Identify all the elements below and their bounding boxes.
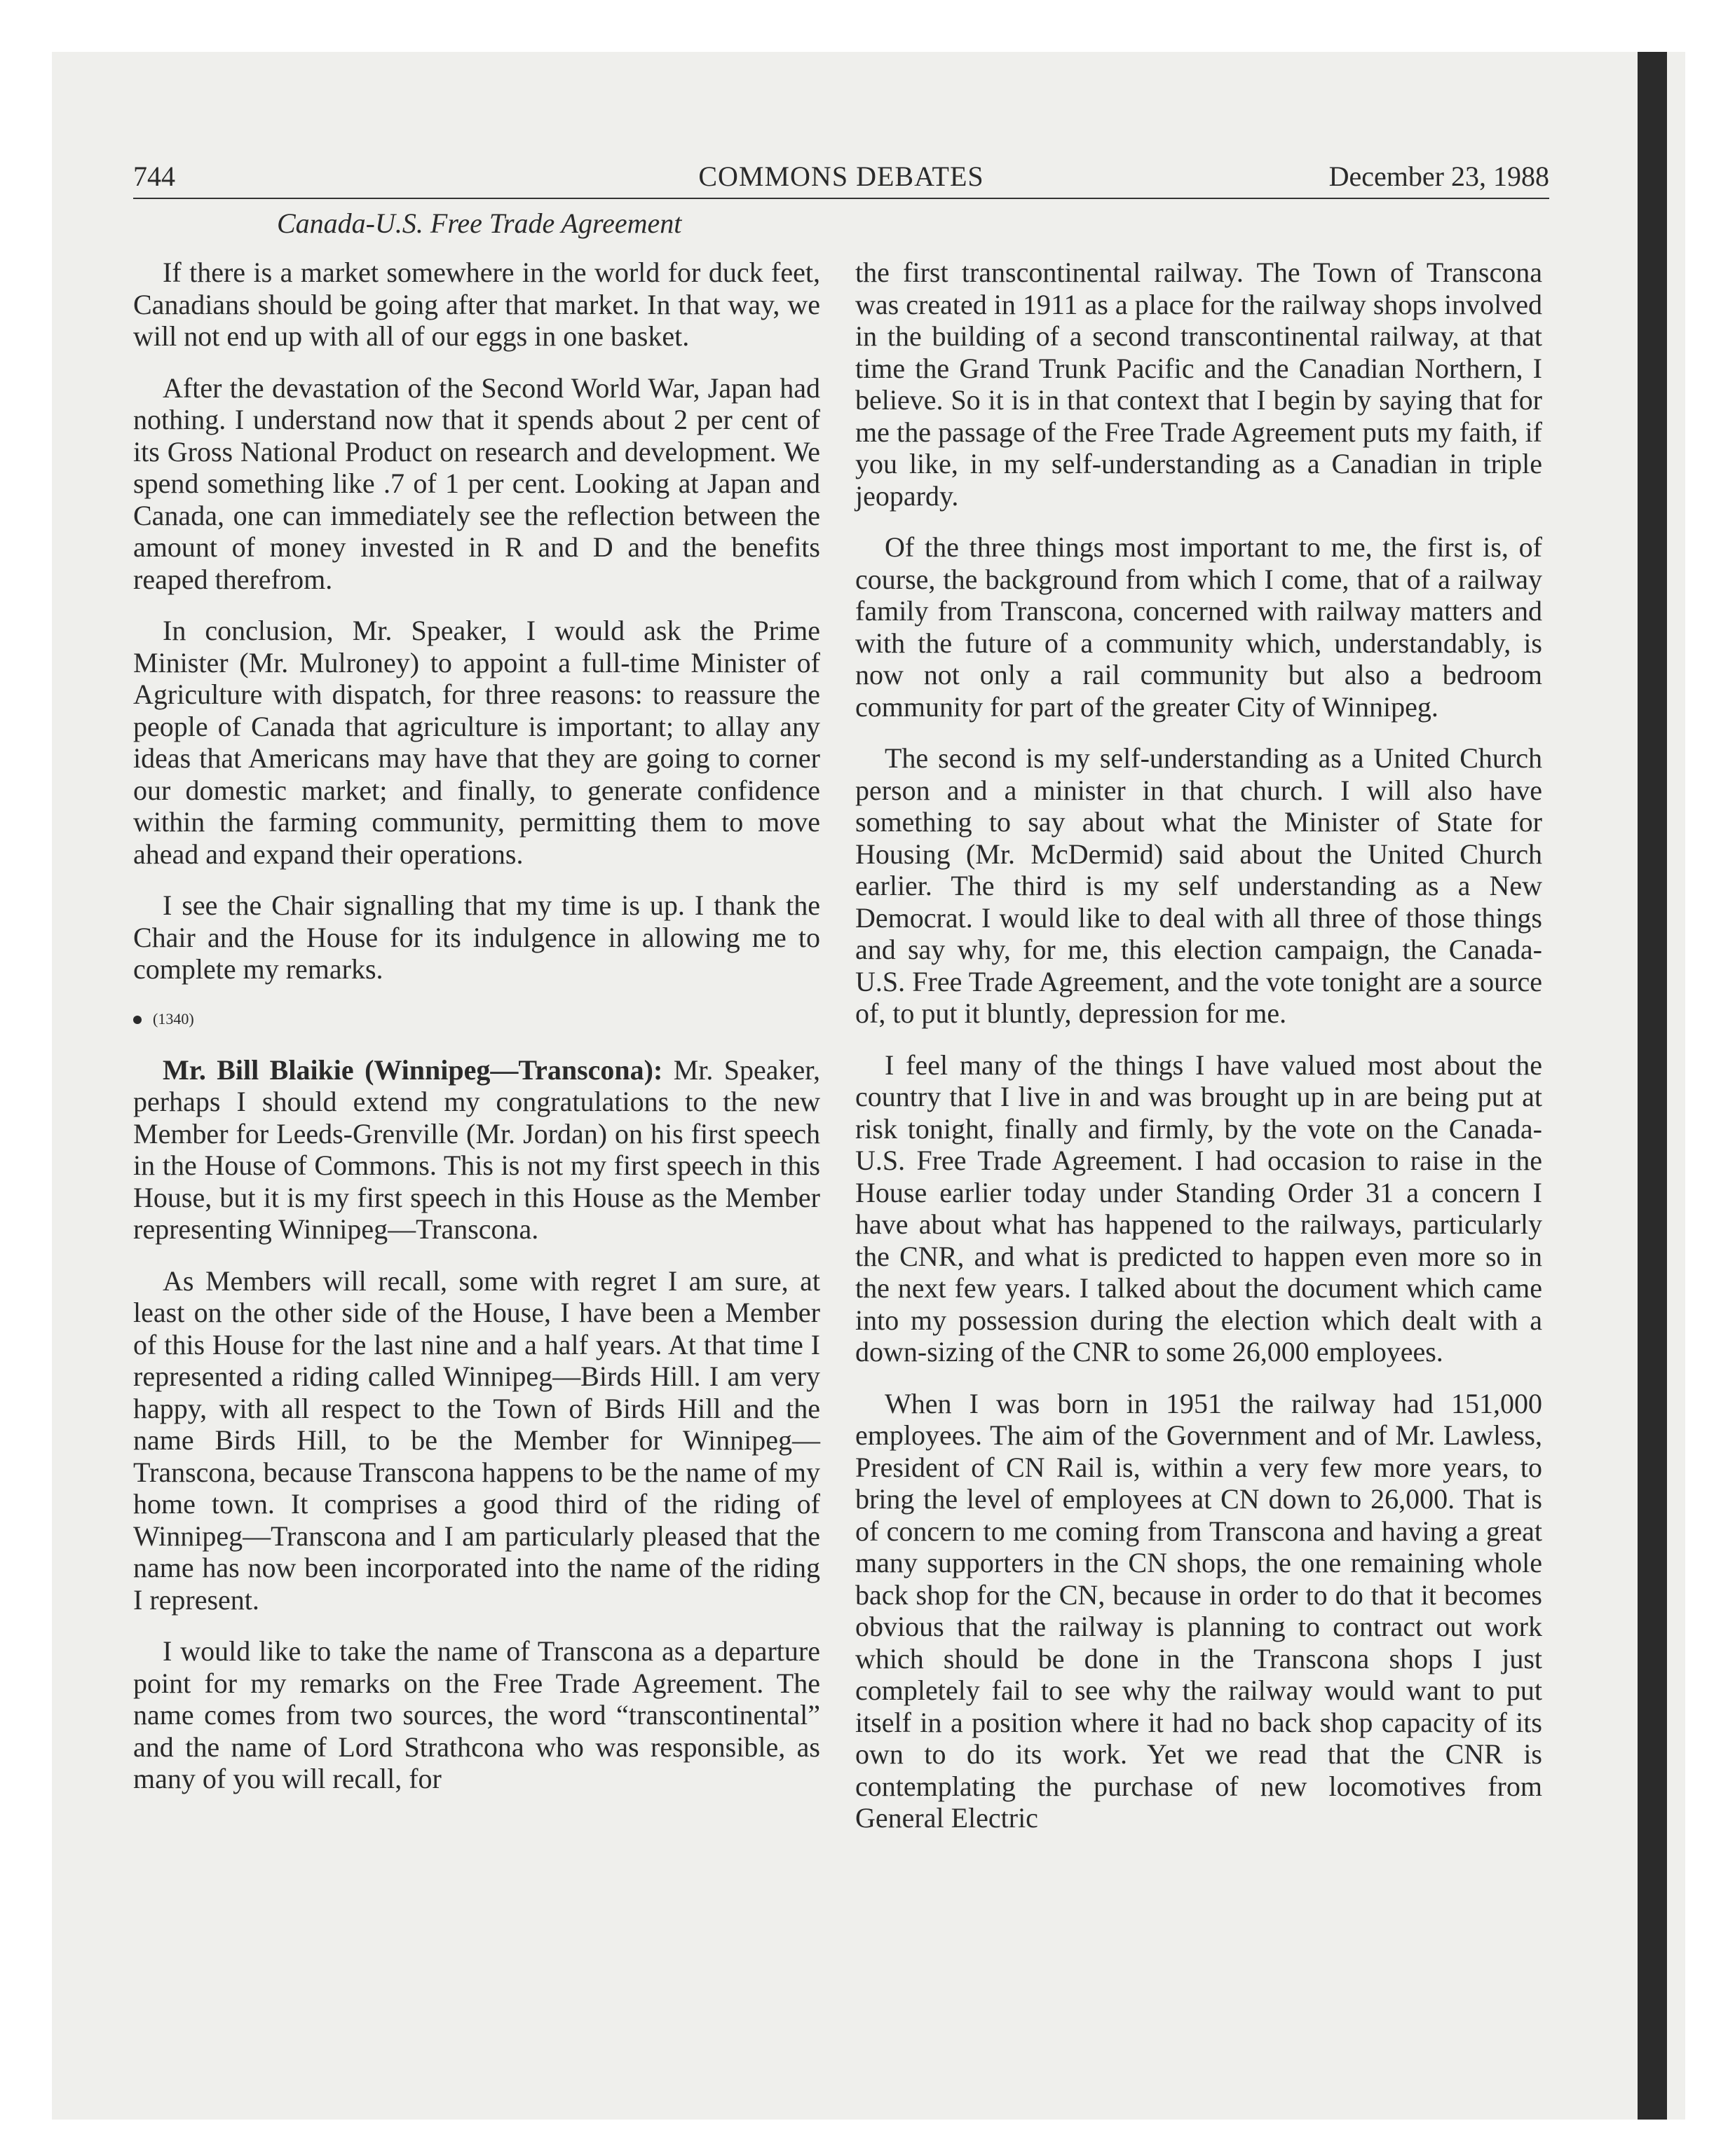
speech-text: Mr. Speaker, perhaps I should extend my congratulations to the new Member for Leeds-Grenville (Mr. Jordan) on his first speech in the House of Commons. This is not my first speech in this House, but it is my first speech in this House as the Member representing Winnipeg—Transcona. <box>133 1053 821 1245</box>
paragraph: As Members will recall, some with regret I am sure, at least on the other side of the House, I have been a Member of this House for the last nine and a half years. At that time I represented a riding called Winnipeg—Birds Hill. I am very happy, with all respect to the Town of Birds Hill and the name Birds Hill, to be the Member for Winnipeg—Transcona, because Transcona happens to be the name of my home town. It comprises a good third of the riding of Winnipeg—Transcona and I am particularly pleased that the name has now been incorporated into the name of the riding I represent. <box>133 1264 820 1616</box>
paragraph: the first transcontinental railway. The Town of Transcona was created in 1911 as a place for the railway shops involved in the building of a second transcontinental railway, at that time the Grand Trunk Pacific and the Canadian Northern, I believe. So it is in that context that I begin by saying that for me the passage of the Free Trade Agreement puts my faith, if you like, in my self-understanding as a Canadian in triple jeopardy. <box>855 257 1542 512</box>
paragraph: Of the three things most important to me, the first is, of course, the background from which I come, that of a railway family from Transcona, concerned with railway matters and with the future of a community which, understandably, is now not only a rail community but also a bedroom community for part of the greater City of Winnipeg. <box>855 531 1542 723</box>
publication-title: COMMONS DEBATES <box>698 161 984 192</box>
speech-paragraph <box>133 1054 820 1246</box>
speaker-name: Mr. Bill Blaikie (Winnipeg—Transcona): <box>163 1053 663 1086</box>
paragraph: I see the Chair signalling that my time is up. I thank the Chair and the House for its indulgence in allowing me to complete my remarks. <box>133 889 820 985</box>
paragraph: The second is my self-understanding as a United Church person and a minister in that church. I will also have something to say about what the Minister of State for Housing (Mr. McDermid) said about the United Church earlier. The third is my self understanding as a New Democrat. I would like to deal with all three of those things and say why, for me, this election campaign, the Canada-U.S. Free Trade Agreement, and the vote tonight are a source of, to put it bluntly, depression for me. <box>855 742 1542 1029</box>
publication-date: December 23, 1988 <box>1328 161 1549 192</box>
paragraph: I would like to take the name of Transcona as a departure point for my remarks on the Free Trade Agreement. The name comes from two sources, the word “transcontinental” and the name of Lord Strathcona who was responsible, as many of you will recall, for <box>133 1635 820 1794</box>
time-marker-text: (1340) <box>153 1009 194 1028</box>
paragraph: If there is a market somewhere in the world for duck feet, Canadians should be going after that market. In that way, we will not end up with all of our eggs in one basket. <box>133 257 820 352</box>
right-column <box>855 257 1542 1854</box>
scan-edge-shadow <box>1638 52 1667 2120</box>
page-header <box>133 158 1549 199</box>
paragraph: When I was born in 1951 the railway had 151,000 employees. The aim of the Government and of Mr. Lawless, President of CN Rail is, within a very few more years, to bring the level of employees at CN down to 26,000. That is of concern to me coming from Transcona and having a great many supporters in the CN shops, the one remaining whole back shop for the CN, because in order to do that it becomes obvious that the railway is planning to contract out work which should be done in the Transcona shops I just completely fail to see why the railway would want to put itself in a position where it had no back shop capacity of its own to do its work. Yet we read that the CNR is contemplating the purchase of new locomotives from General Electric <box>855 1387 1542 1834</box>
paragraph: I feel many of the things I have valued most about the country that I live in and was brought up in are being put at risk tonight, finally and firmly, by the vote on the Canada-U.S. Free Trade Agreement. I had occasion to raise in the House earlier today under Standing Order 31 a concern I have about what has happened to the railways, particularly the CNR, and what is predicted to happen even more so in the next few years. I talked about the document which came into my possession during the election which dealt with a down-sizing of the CNR to some 26,000 employees. <box>855 1049 1542 1367</box>
bullet-icon <box>133 1016 142 1024</box>
paragraph: In conclusion, Mr. Speaker, I would ask the Prime Minister (Mr. Mulroney) to appoint a full-time Minister of Agriculture with dispatch, for three reasons: to reassure the people of Canada that agriculture is important; to allay any ideas that Americans may have that they are going to corner our domestic market; and finally, to generate confidence within the farming community, permitting them to move ahead and expand their operations. <box>133 615 820 870</box>
section-subheader: Canada-U.S. Free Trade Agreement <box>277 207 682 239</box>
page-number: 744 <box>133 161 175 192</box>
paragraph: After the devastation of the Second World War, Japan had nothing. I understand now that it spends about 2 per cent of its Gross National Product on research and development. We spend something like .7 of 1 per cent. Looking at Japan and Canada, one can immediately see the reflection between the amount of money invested in R and D and the benefits reaped therefrom. <box>133 371 820 595</box>
time-marker <box>133 1005 820 1033</box>
left-column <box>133 257 820 1815</box>
